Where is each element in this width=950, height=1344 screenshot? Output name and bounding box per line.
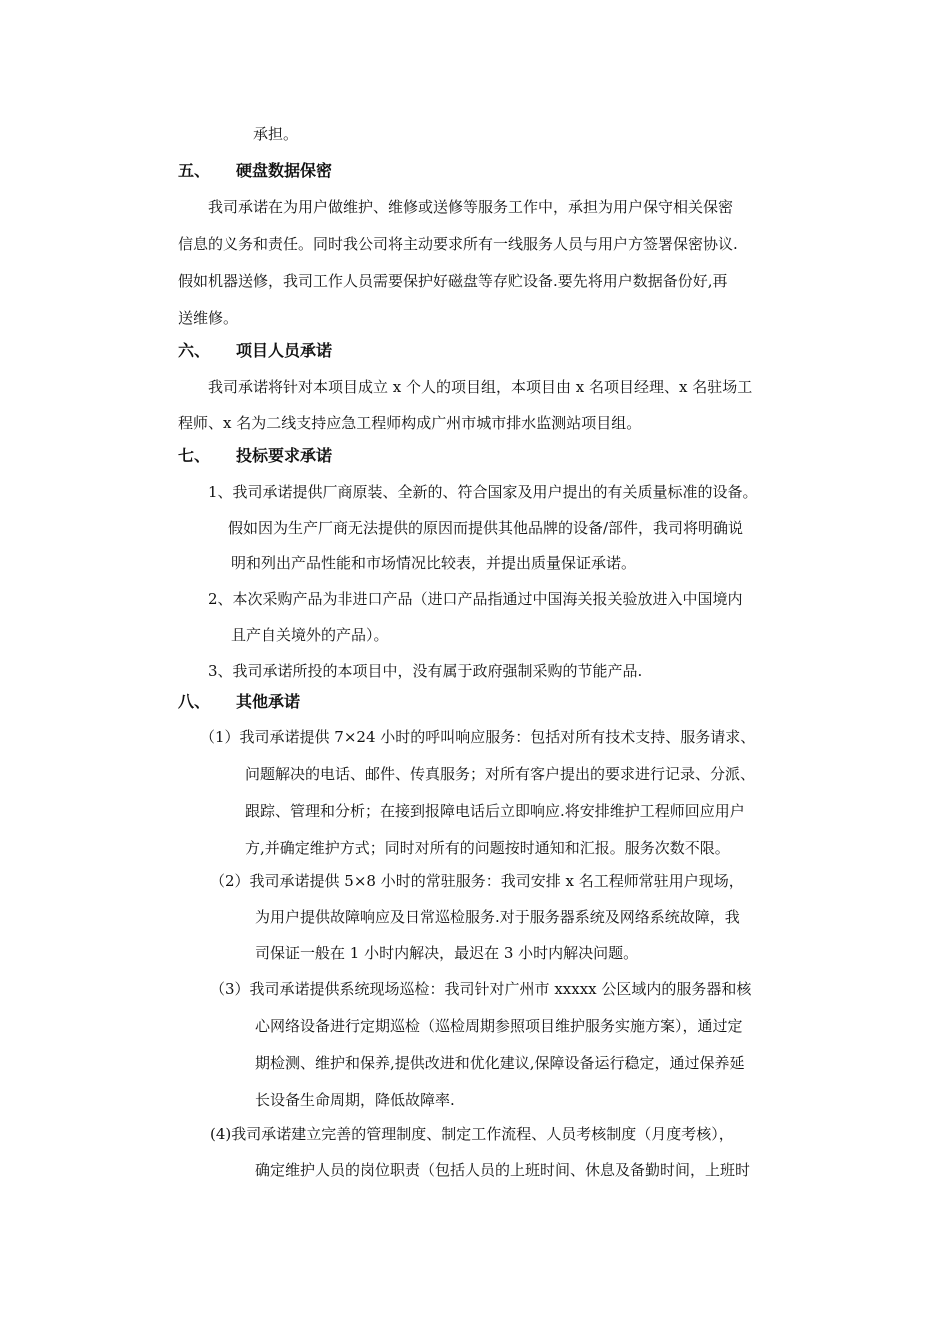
- list-item-line: （3）我司承诺提供系统现场巡检：我司针对广州市 xxxxx 公区域内的服务器和核: [210, 980, 752, 998]
- paragraph-line: 我司承诺将针对本项目成立 x 个人的项目组，本项目由 x 名项目经理、x 名驻场工: [208, 378, 753, 396]
- list-item-line: （1）我司承诺提供 7×24 小时的呼叫响应服务：包括对所有技术支持、服务请求、: [200, 728, 756, 746]
- section-number: 五、: [178, 161, 211, 180]
- section-title: 项目人员承诺: [236, 341, 333, 360]
- continuation-text: 承担。: [253, 125, 299, 143]
- paragraph-line: 程师、x 名为二线支持应急工程师构成广州市城市排水监测站项目组。: [178, 414, 642, 432]
- section-title: 投标要求承诺: [236, 446, 333, 465]
- list-item-line: 明和列出产品性能和市场情况比较表，并提出质量保证承诺。: [231, 554, 637, 572]
- list-item-line: （2）我司承诺提供 5×8 小时的常驻服务：我司安排 x 名工程师常驻用户现场，: [210, 872, 744, 890]
- list-item-line: 长设备生命周期，降低故障率.: [255, 1091, 455, 1109]
- list-item-line: 问题解决的电话、邮件、传真服务；对所有客户提出的要求进行记录、分派、: [245, 765, 756, 783]
- paragraph-line: 送维修。: [178, 309, 239, 327]
- list-item-line: 且产自关境外的产品）。: [231, 626, 389, 644]
- section-title: 其他承诺: [236, 692, 301, 711]
- list-item-line: 确定维护人员的岗位职责（包括人员的上班时间、休息及备勤时间，上班时: [255, 1161, 751, 1179]
- list-item-line: 为用户提供故障响应及日常巡检服务.对于服务器系统及网络系统故障，我: [255, 908, 740, 926]
- paragraph-line: 我司承诺在为用户做维护、维修或送修等服务工作中，承担为用户保守相关保密: [208, 198, 734, 216]
- section-number: 八、: [178, 692, 211, 711]
- list-item-line: 心网络设备进行定期巡检（巡检周期参照项目维护服务实施方案），通过定: [255, 1017, 743, 1035]
- list-item-line: 跟踪、管理和分析；在接到报障电话后立即响应.将安排维护工程师回应用户: [245, 802, 745, 820]
- section-title: 硬盘数据保密: [236, 161, 333, 180]
- list-item-line: 1、我司承诺提供厂商原装、全新的、符合国家及用户提出的有关质量标准的设备。: [208, 483, 758, 501]
- section-number: 六、: [178, 341, 211, 360]
- list-item-line: 2、本次采购产品为非进口产品（进口产品指通过中国海关报关验放进入中国境内: [208, 590, 743, 608]
- paragraph-line: 信息的义务和责任。同时我公司将主动要求所有一线服务人员与用户方签署保密协议.: [178, 235, 738, 253]
- paragraph-line: 假如机器送修，我司工作人员需要保护好磁盘等存贮设备.要先将用户数据备份好,再: [178, 272, 728, 290]
- list-item-line: 方,并确定维护方式；同时对所有的问题按时通知和汇报。服务次数不限。: [245, 839, 730, 857]
- list-item-line: 期检测、维护和保养,提供改进和优化建议,保障设备运行稳定，通过保养延: [255, 1054, 745, 1072]
- list-item-line: 3、我司承诺所投的本项目中，没有属于政府强制采购的节能产品.: [208, 662, 643, 680]
- section-number: 七、: [178, 446, 211, 465]
- list-item-line: 假如因为生产厂商无法提供的原因而提供其他品牌的设备/部件，我司将明确说: [228, 519, 744, 537]
- list-item-line: (4)我司承诺建立完善的管理制度、制定工作流程、人员考核制度（月度考核），: [210, 1125, 734, 1143]
- list-item-line: 司保证一般在 1 小时内解决，最迟在 3 小时内解决问题。: [255, 944, 639, 962]
